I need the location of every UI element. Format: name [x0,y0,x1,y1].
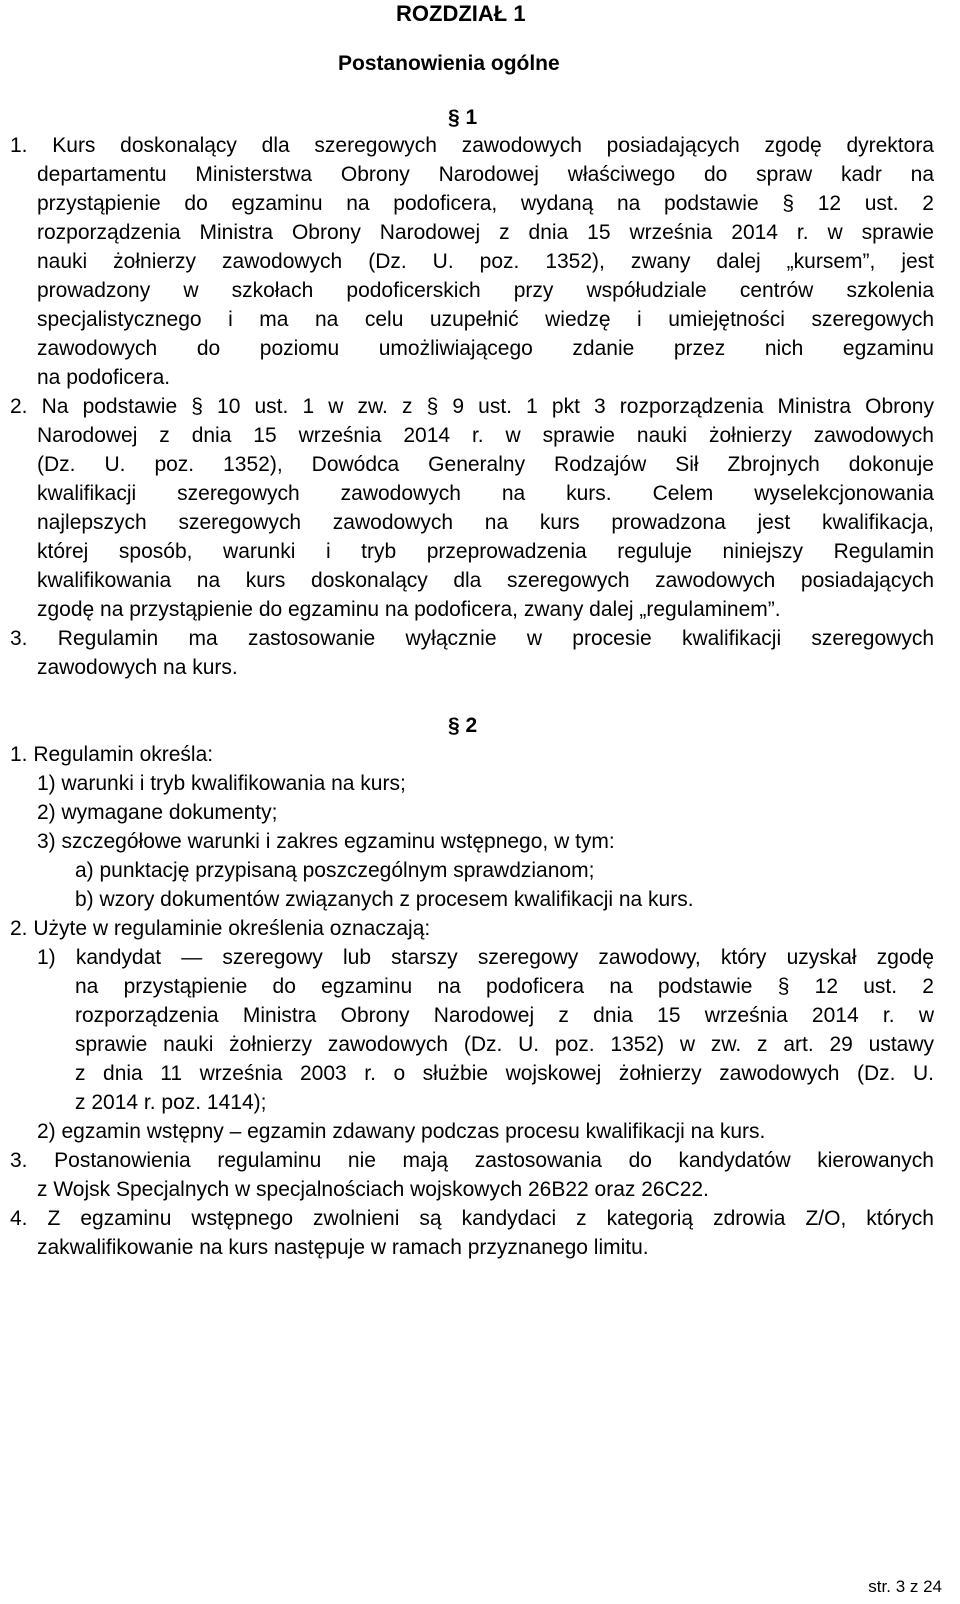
paragraph-line: 4. Z egzaminu wstępnego zwolnieni są kandydaci z kategorią zdrowia Z/O, których [10,1207,934,1230]
paragraph-line: zgodę na przystąpienie do egzaminu na podoficera, zwany dalej „regulaminem”. [37,598,781,621]
paragraph-line: 2. Na podstawie § 10 ust. 1 w zw. z § 9 ust. 1 pkt 3 rozporządzenia Ministra Obrony [10,395,934,418]
paragraph-line: z 2014 r. poz. 1414); [75,1091,267,1114]
paragraph-line: (Dz. U. poz. 1352), Dowódca Generalny Rodzajów Sił Zbrojnych dokonuje [37,453,934,476]
paragraph-line: 3. Regulamin ma zastosowanie wyłącznie w procesie kwalifikacji szeregowych [10,627,934,650]
paragraph-line: kwalifikowania na kurs doskonalący dla szeregowych zawodowych posiadających [37,569,934,592]
paragraph-line: 2) wymagane dokumenty; [37,801,278,824]
paragraph-line: 1) kandydat — szeregowy lub starszy szeregowy zawodowy, który uzyskał zgodę [37,946,934,969]
paragraph-line: rozporządzenia Ministra Obrony Narodowej z dnia 15 września 2014 r. w [75,1004,934,1027]
paragraph-line: 3) szczegółowe warunki i zakres egzaminu wstępnego, w tym: [37,830,615,853]
chapter-title: Postanowienia ogólne [338,52,560,75]
paragraph-line: zakwalifikowanie na kurs następuje w ramach przyznanego limitu. [37,1236,649,1259]
paragraph-line: specjalistycznego i ma na celu uzupełnić wiedzę i umiejętności szeregowych [37,308,934,331]
paragraph-line: Narodowej z dnia 15 września 2014 r. w sprawie nauki żołnierzy zawodowych [37,424,934,447]
paragraph-line: prowadzony w szkołach podoficerskich przy współudziale centrów szkolenia [37,279,934,302]
page-number: str. 3 z 24 [868,1577,942,1596]
paragraph-line: 1. Kurs doskonalący dla szeregowych zawodowych posiadających zgodę dyrektora [10,134,934,157]
paragraph-line: 2. Użyte w regulaminie określenia oznaczają: [10,917,431,940]
chapter-heading: ROZDZIAŁ 1 [396,1,526,26]
paragraph-line: nauki żołnierzy zawodowych (Dz. U. poz. 1352), zwany dalej „kursem”, jest [37,250,934,273]
paragraph-line: na przystąpienie do egzaminu na podoficera na podstawie § 12 ust. 2 [75,975,934,998]
paragraph-line: rozporządzenia Ministra Obrony Narodowej z dnia 15 września 2014 r. w sprawie [37,221,934,244]
paragraph-line: 1. Regulamin określa: [10,743,214,766]
paragraph-line: b) wzory dokumentów związanych z procesem kwalifikacji na kurs. [75,888,694,911]
paragraph-line: z dnia 11 września 2003 r. o służbie wojskowej żołnierzy zawodowych (Dz. U. [75,1062,934,1085]
paragraph-line: zawodowych do poziomu umożliwiającego zdanie przez nich egzaminu [37,337,934,360]
paragraph-line: 1) warunki i tryb kwalifikowania na kurs; [37,772,406,795]
paragraph-line: zawodowych na kurs. [37,656,238,679]
paragraph-line: sprawie nauki żołnierzy zawodowych (Dz. U. poz. 1352) w zw. z art. 29 ustawy [75,1033,934,1056]
paragraph-line: przystąpienie do egzaminu na podoficera, wydaną na podstawie § 12 ust. 2 [37,192,934,215]
paragraph-line: na podoficera. [37,366,171,389]
paragraph-line: której sposób, warunki i tryb przeprowadzenia reguluje niniejszy Regulamin [37,540,934,563]
paragraph-line: a) punktację przypisaną poszczególnym sprawdzianom; [75,859,595,882]
paragraph-line: z Wojsk Specjalnych w specjalnościach wojskowych 26B22 oraz 26C22. [37,1178,709,1201]
paragraph-line: 3. Postanowienia regulaminu nie mają zastosowania do kandydatów kierowanych [10,1149,934,1172]
paragraph-line: najlepszych szeregowych zawodowych na kurs prowadzona jest kwalifikacja, [37,511,934,534]
paragraph-line: kwalifikacji szeregowych zawodowych na kurs. Celem wyselekcjonowania [37,482,934,505]
section-1-label: § 1 [448,106,478,129]
section-2-label: § 2 [448,714,478,737]
paragraph-line: 2) egzamin wstępny – egzamin zdawany podczas procesu kwalifikacji na kurs. [37,1120,766,1143]
paragraph-line: departamentu Ministerstwa Obrony Narodowej właściwego do spraw kadr na [37,163,934,186]
